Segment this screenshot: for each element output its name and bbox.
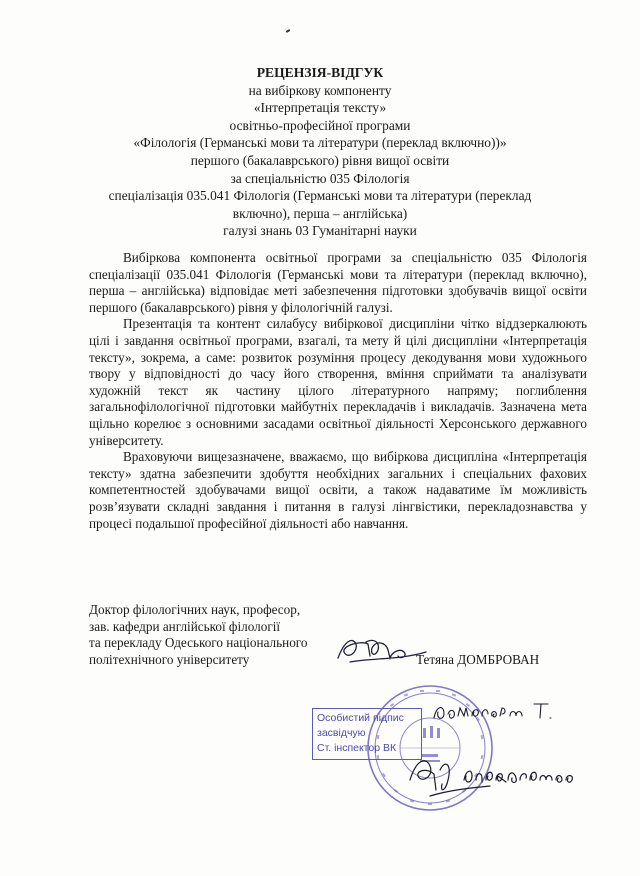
reviewer-degree: Доктор філологічних наук, професор, — [89, 602, 301, 617]
stamp-line-inspector: Ст. інспектор ВК — [317, 742, 397, 754]
header-line-specialty: за спеціальністю 035 Філологія — [230, 170, 410, 186]
stray-mark — [286, 29, 290, 33]
reviewer-department: та перекладу Одеського національного — [89, 635, 308, 651]
header-line-program-type: освітньо-професійної програми — [229, 117, 411, 133]
handwritten-name — [430, 696, 560, 726]
header-line-course-name: «Інтерпретація тексту» — [253, 100, 387, 116]
review-body — [89, 250, 587, 532]
review-paragraph: Презентація та контент силабусу вибіркової дисципліни чітко віддзеркалюють цілі і завдання освітньої програми, взагалі, та мету й цілі дисципліни «Інтерпретація тексту», зокрема, а саме: розвиток розуміння процесу декодування мови художнього твору у відповідності до часу його створення, вміння сприймати та аналізувати художній текст як частину цілого літературного напряму; поглиблення загальнофілологічної підготовки майбутніх перекладачів і викладачів. Зазначена мета щільно корелює з основними засадами освітньої діяльності Херсонського державного університету. — [89, 316, 587, 448]
inspector-signature — [400, 740, 590, 810]
reviewer-name: Тетяна ДОМБРОВАН — [416, 652, 540, 667]
header-line-field: галузі знань 03 Гуманітарні науки — [223, 223, 417, 239]
reviewer-position: зав. кафедри англійської філології — [89, 618, 281, 634]
reviewer-credentials — [89, 602, 307, 668]
reviewer-signature — [330, 622, 430, 670]
header-line-subject: на вибіркову компоненту — [248, 82, 392, 98]
document-title: РЕЦЕНЗІЯ-ВІДГУК — [256, 65, 384, 80]
review-paragraph: Враховуючи вищезазначене, вважаємо, що вибіркова дисципліна «Інтерпретація тексту» здатна забезпечити здобуття необхідних загальних і спеціальних фахових компетентностей здобувачами вищої освіти, а також надаватиме їм можливість розв’язувати складні завдання і питання в галузі лінгвістики, перекладознавства у процесі подальшої професійної діяльності або навчання. — [89, 449, 587, 531]
stamp-line-signature: Особистий підпис — [317, 712, 404, 724]
reviewer-university: політехнічного університету — [89, 651, 250, 667]
review-paragraph: Вибіркова компонента освітньої програми за спеціальністю 035 Філологія спеціалізації 035.041 Філологія (Германські мови та літератури (переклад включно), перша – англійська) відповідає меті забезпечення підготовки здобувачів вищої освіти першого (бакалаврського) рівня у філологічній галузі. — [89, 250, 587, 315]
header-line-specialization: спеціалізація 035.041 Філологія (Германські мови та літератури (переклад — [108, 188, 532, 204]
header-line-program-name: «Філологія (Германські мови та літератури (переклад включно))» — [133, 135, 507, 151]
stamp-line-certify: засвідчую — [317, 727, 366, 739]
header-line-specialization-cont: включно), перша – англійська) — [232, 205, 408, 221]
document-header — [60, 64, 580, 240]
header-line-level: першого (бакалаврського) рівня вищої освіти — [190, 152, 450, 168]
